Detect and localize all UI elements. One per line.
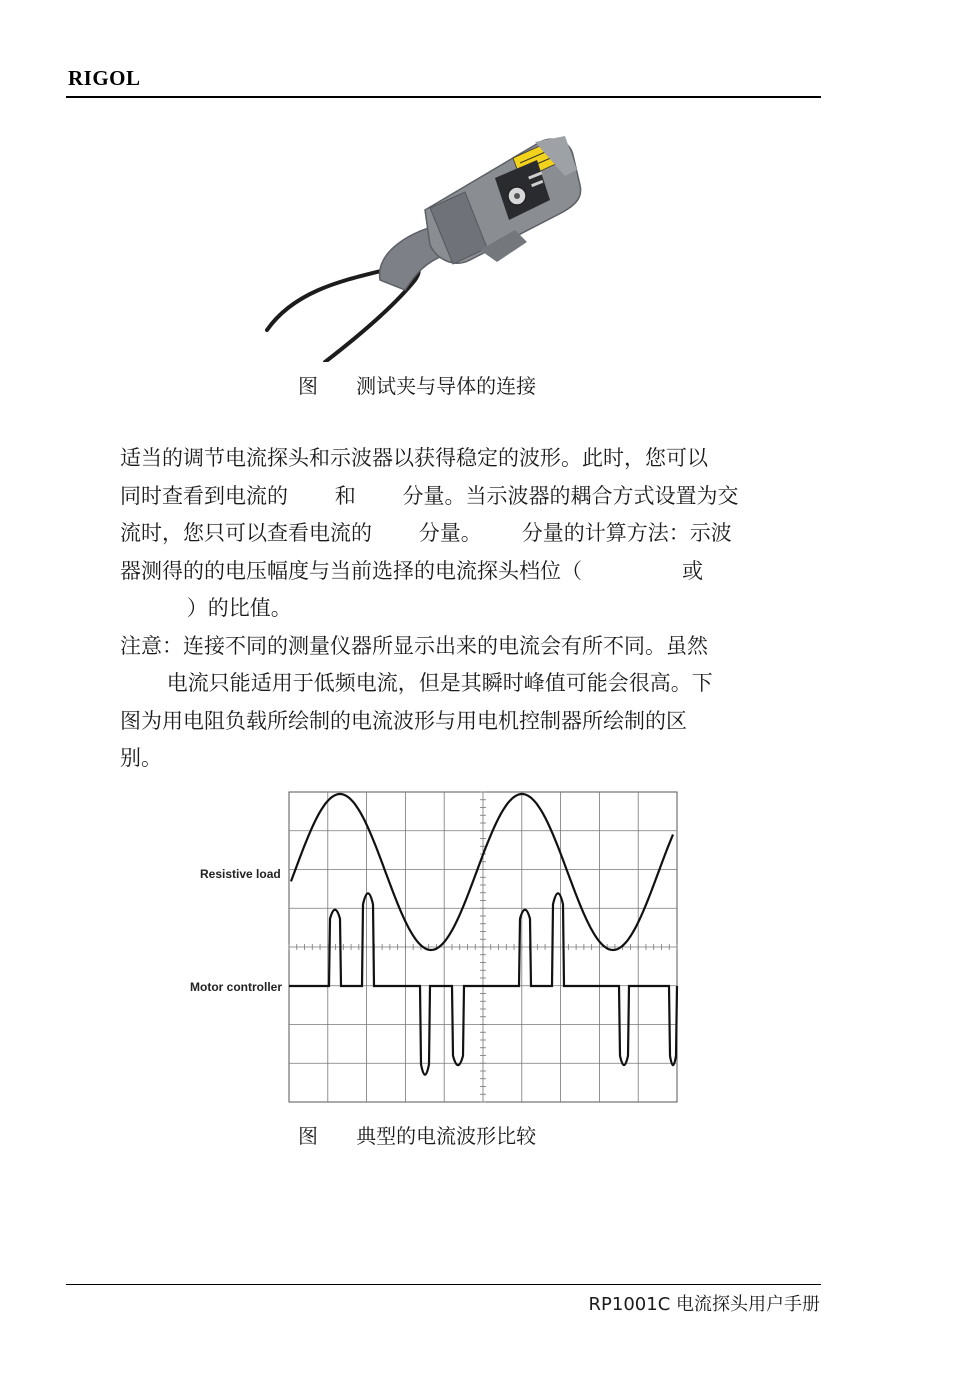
figure2-caption-text: 典型的电流波形比较 — [356, 1124, 537, 1148]
waveform-comparison-figure — [180, 788, 685, 1106]
body-line: 注意：连接不同的测量仪器所显示出来的电流会有所不同。虽然 — [120, 633, 708, 658]
oscilloscope-grid — [289, 792, 677, 1102]
probe-clamp-image — [265, 130, 595, 362]
resistive-load-waveform — [291, 794, 673, 950]
figure2-caption — [298, 1120, 536, 1149]
body-line: 同时查看到电流的 和 分量。当示波器的耦合方式设置为交 — [120, 483, 739, 508]
figure1-caption-text: 测试夹与导体的连接 — [356, 374, 537, 398]
body-line: 器测得的的电压幅度与当前选择的电流探头档位（ 或 — [120, 558, 704, 583]
resistive-load-label: Resistive load — [200, 867, 281, 881]
footer-title: RP1001C 电流探头用户手册 — [588, 1294, 820, 1315]
header-divider — [66, 96, 821, 98]
brand-logo: RIGOL — [68, 66, 141, 90]
motor-controller-label: Motor controller — [190, 980, 282, 994]
body-line: 适当的调节电流探头和示波器以获得稳定的波形。此时，您可以 — [120, 446, 708, 470]
body-line: 图为用电阻负载所绘制的电流波形与用电机控制器所绘制的区 — [120, 708, 687, 733]
body-paragraphs — [120, 440, 810, 778]
body-line: 电流只能适用于低频电流，但是其瞬时峰值可能会很高。下 — [120, 671, 713, 695]
body-line: 别。 — [120, 746, 162, 770]
footer-divider — [66, 1284, 821, 1285]
body-line: ）的比值。 — [120, 596, 292, 620]
figure1-caption — [298, 370, 536, 399]
figure2-caption-prefix: 图 — [298, 1124, 318, 1148]
figure1-caption-prefix: 图 — [298, 374, 318, 398]
body-line: 流时，您只可以查看电流的 分量。 分量的计算方法：示波 — [120, 521, 732, 545]
